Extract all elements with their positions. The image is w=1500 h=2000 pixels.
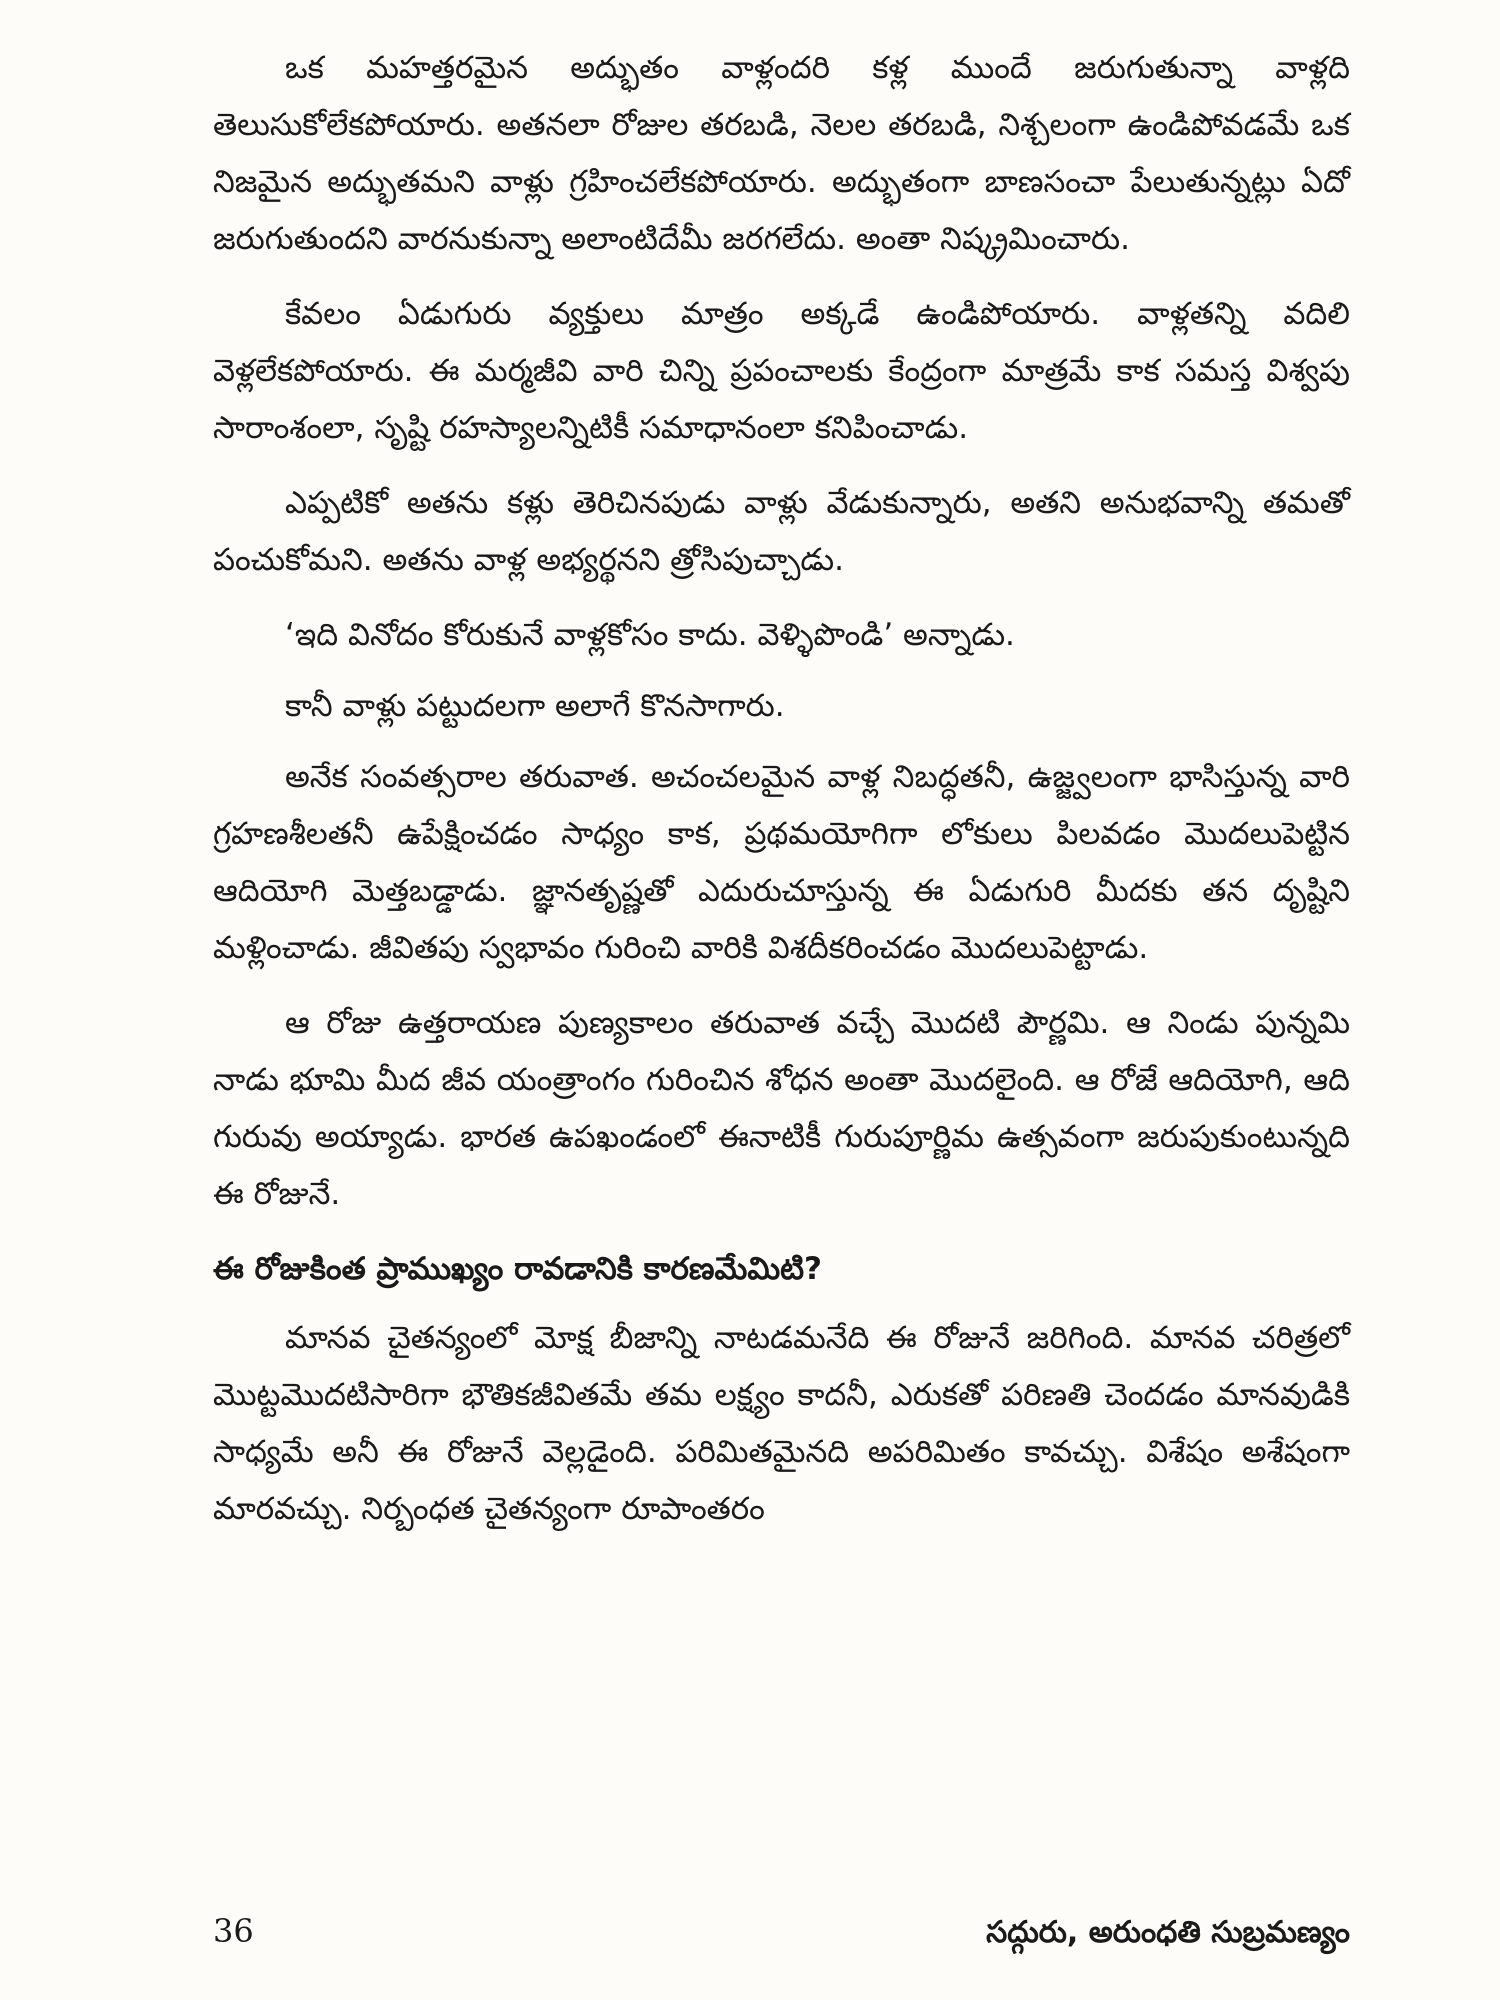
- paragraph-5: కానీ వాళ్లు పట్టుదలగా అలాగే కొనసాగారు.: [285, 688, 785, 724]
- paragraph-2: కేవలం ఏడుగురు వ్యక్తులు మాత్రం అక్కడే ఉండిపోయారు. వాళ్లతన్ని వదిలి వెళ్లలేకపోయారు. ఈ మర్మజీవి వారి చిన్ని ప్రపంచాలకు కేంద్రంగా మాత్రమే కాక సమస్త విశ్వపు సారాంశంలా, సృష్టి రహస్యాలన్నిటికీ సమాధానంలా కనిపించాడు.: [213, 296, 1350, 446]
- paragraph-3: ఎప్పటికో అతను కళ్లు తెరిచినపుడు వాళ్లు వేడుకున్నారు, అతని అనుభవాన్ని తమతో పంచుకోమని. అతను వాళ్ల అభ్యర్థనని త్రోసిపుచ్చాడు.: [213, 485, 1350, 578]
- section-heading: ఈ రోజుకింత ప్రాముఖ్యం రావడానికి కారణమేమిటి?: [213, 1251, 823, 1287]
- paragraph-6: అనేక సంవత్సరాల తరువాత. అచంచలమైన వాళ్ల నిబద్ధతనీ, ఉజ్జ్వలంగా భాసిస్తున్న వారి గ్రహణశీలతనీ ఉపేక్షించడం సాధ్యం కాక, ప్రథమయోగిగా లోకులు పిలవడం మొదలుపెట్టిన ఆదియోగి మెత్తబడ్డాడు. జ్ఞానతృష్ణతో ఎదురుచూస్తున్న ఈ ఏడుగురి మీదకు తన దృష్టిని మళ్లించాడు. జీవితపు స్వభావం గురించి వారికి విశదీకరించడం మొదలుపెట్టాడు.: [213, 759, 1350, 966]
- page-number: 36: [213, 1912, 254, 1950]
- paragraph-8: మానవ చైతన్యంలో మోక్ష బీజాన్ని నాటడమనేది ఈ రోజునే జరిగింది. మానవ చరిత్రలో మొట్టమొదటిసారిగా భౌతికజీవితమే తమ లక్ష్యం కాదనీ, ఎరుకతో పరిణతి చెందడం మానవుడికి సాధ్యమే అనీ ఈ రోజునే వెల్లడైంది. పరిమితమైనది అపరిమితం కావచ్చు. విశేషం అశేషంగా మారవచ్చు. నిర్బంధత చైతన్యంగా రూపాంతరం: [213, 1320, 1350, 1527]
- page-footer: [213, 1912, 1350, 1957]
- paragraph-7: ఆ రోజు ఉత్తరాయణ పుణ్యకాలం తరువాత వచ్చే మొదటి పౌర్ణమి. ఆ నిండు పున్నమి నాడు భూమి మీద జీవ యంత్రాంగం గురించిన శోధన అంతా మొదలైంది. ఆ రోజే ఆదియోగి, ఆది గురువు అయ్యాడు. భారత ఉపఖండంలో ఈనాటికీ గురుపూర్ణిమ ఉత్సవంగా జరుపుకుంటున్నది ఈ రోజునే.: [213, 1005, 1350, 1212]
- body-text: [213, 40, 1350, 1556]
- author-credit: సద్గురు, అరుంధతి సుబ్రమణ్యం: [986, 1915, 1350, 1950]
- paragraph-1: ఒక మహత్తరమైన అద్భుతం వాళ్లందరి కళ్ల ముందే జరుగుతున్నా వాళ్లది తెలుసుకోలేకపోయారు. అతనలా రోజుల తరబడి, నెలల తరబడి, నిశ్చలంగా ఉండిపోవడమే ఒక నిజమైన అద్భుతమని వాళ్లు గ్రహించలేకపోయారు. అద్భుతంగా బాణసంచా పేలుతున్నట్లు ఏదో జరుగుతుందని వారనుకున్నా అలాంటిదేమీ జరగలేదు. అంతా నిష్క్రమించారు.: [213, 50, 1350, 257]
- paragraph-4: ‘ఇది వినోదం కోరుకునే వాళ్లకోసం కాదు. వెళ్ళిపొండి’ అన్నాడు.: [285, 617, 1015, 653]
